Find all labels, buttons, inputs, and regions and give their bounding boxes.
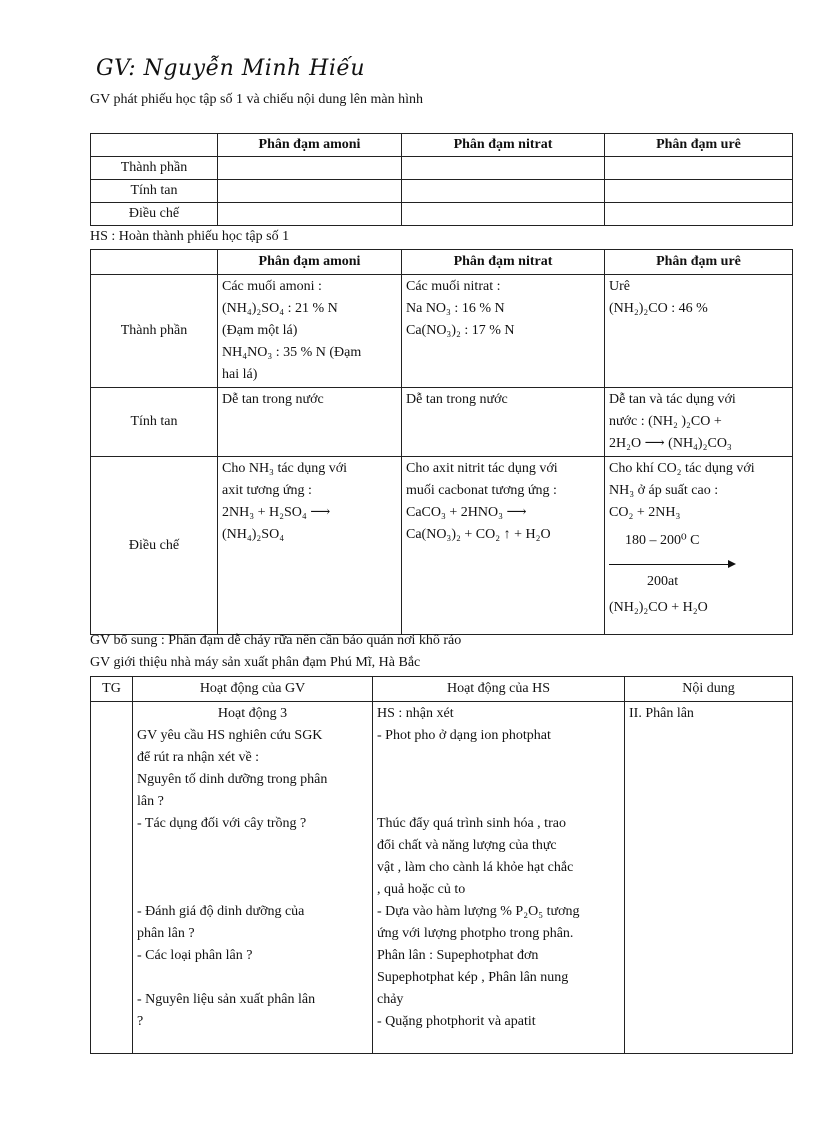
t1-col-nitrat: Phân đạm nitrat — [402, 134, 605, 157]
reaction-product: (NH₂)₂CO + H₂O — [609, 600, 708, 615]
t2-tinh-tan-nitrat: Dễ tan trong nước — [402, 388, 605, 457]
gv-introduction: GV giới thiệu nhà máy sản xuất phân đạm Phú Mĩ, Hà Bắc — [90, 655, 421, 670]
t3-noi-dung-cell: II. Phân lân — [625, 702, 793, 1054]
t1-row-thanh-phan: Thành phần — [91, 157, 218, 180]
worksheet-answer-table — [90, 249, 793, 635]
t3-tg-cell — [91, 702, 133, 1054]
t1-col-empty — [91, 134, 218, 157]
t2-label-thanh-phan: Thành phần — [91, 275, 218, 388]
t2-tinh-tan-ure: Dễ tan và tác dụng với nước : (NH₂ )₂CO + 2H₂O ⟶ (NH₄)₂CO₃ — [605, 388, 793, 457]
t3-hs-cell: HS : nhận xét - Phot pho ở dạng ion photphat Thúc đẩy quá trình sinh hóa , trao đổi chất và năng lượng của thực vật , làm cho cành lá khỏe hạt chắc , quả hoặc củ to - Dựa vào hàm lượng % P₂O₅ tương ứng với lượng photpho trong phân. Phân lân : Supephotphat đơn Supephotphat kép , Phân lân nung chảy - Quặng photphorit và apatit — [373, 702, 625, 1054]
t3-gv-cell: Hoạt động 3 GV yêu cầu HS nghiên cứu SGK để rút ra nhận xét về : Nguyên tố dinh dưỡng trong phân lân ? - Tác dụng đối với cây trồng ? - Đánh giá độ dinh dưỡng của phân lân ? - Các loại phân lân ? - Nguyên liệu sản xuất phân lân ? — [133, 702, 373, 1054]
reaction-temperature: 180 – 200⁰ C — [625, 533, 700, 548]
activity-table — [90, 676, 793, 1054]
t2-label-tinh-tan: Tính tan — [91, 388, 218, 457]
t2-col-empty — [91, 250, 218, 275]
t2-thanh-phan-nitrat: Các muối nitrat : Na NO₃ : 16 % N Ca(NO₃)₂ : 17 % N — [402, 275, 605, 388]
worksheet-blank-table — [90, 133, 793, 226]
t2-label-dieu-che: Điều chế — [91, 457, 218, 635]
teacher-name: GV: Nguyễn Minh Hiếu — [96, 56, 366, 81]
t2-thanh-phan-ure: Urê (NH₂)₂CO : 46 % — [605, 275, 793, 388]
t1-col-amoni: Phân đạm amoni — [218, 134, 402, 157]
t2-dieu-che-amoni: Cho NH₃ tác dụng với axit tương ứng : 2NH₃ + H₂SO₄ ⟶ (NH₄)₂SO₄ — [218, 457, 402, 635]
gv-supplement: GV bổ sung : Phân đạm dễ chảy rữa nên cần bảo quản nơi khô ráo — [90, 633, 462, 648]
t3-col-noi-dung: Nội dung — [625, 677, 793, 702]
t2-col-ure: Phân đạm urê — [605, 250, 793, 275]
t3-col-hs: Hoạt động của HS — [373, 677, 625, 702]
t2-col-amoni: Phân đạm amoni — [218, 250, 402, 275]
t1-row-tinh-tan: Tính tan — [91, 180, 218, 203]
intro-text: GV phát phiếu học tập số 1 và chiếu nội dung lên màn hình — [90, 92, 423, 107]
t2-tinh-tan-amoni: Dễ tan trong nước — [218, 388, 402, 457]
t2-dieu-che-ure: Cho khí CO₂ tác dụng với NH₃ ở áp suất cao : CO₂ + 2NH₃ 180 – 200⁰ C 200at (NH₂)₂CO + H₂O — [605, 457, 793, 635]
t3-col-gv: Hoạt động của GV — [133, 677, 373, 702]
t2-thanh-phan-amoni: Các muối amoni : (NH₄)₂SO₄ : 21 % N (Đạm một lá) NH₄NO₃ : 35 % N (Đạm hai lá) — [218, 275, 402, 388]
reaction-arrow — [609, 564, 734, 565]
t2-dieu-che-nitrat: Cho axit nitrit tác dụng với muối cacbonat tương ứng : CaCO₃ + 2HNO₃ ⟶ Ca(NO₃)₂ + CO₂ ↑ + H₂O — [402, 457, 605, 635]
hs-instruction: HS : Hoàn thành phiếu học tập số 1 — [90, 229, 290, 244]
t2-col-nitrat: Phân đạm nitrat — [402, 250, 605, 275]
t1-row-dieu-che: Điều chế — [91, 203, 218, 226]
t3-col-tg: TG — [91, 677, 133, 702]
t1-col-ure: Phân đạm urê — [605, 134, 793, 157]
activity-title: Hoạt động 3 — [217, 706, 288, 721]
reaction-pressure: 200at — [647, 574, 679, 589]
